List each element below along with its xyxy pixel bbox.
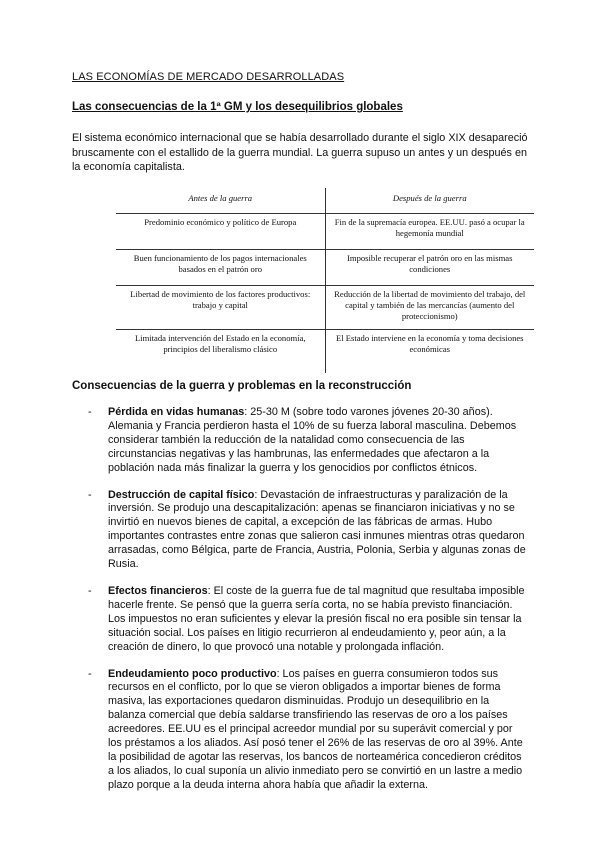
bullet-dash: - — [88, 584, 92, 597]
intro-paragraph: El sistema económico internacional que se había desarrollado durante el siglo XIX desapareció bruscamente con el estallido de la guerra mundial. La guerra supuso un antes y un después en la economía capitalista. — [72, 132, 528, 173]
bullet-text: : Los países en guerra consumieron todos sus recursos en el conflicto, por lo que se vieron obligados a importar bienes de forma masiva, las exportaciones quedaron disminuidas. Produjo un desequilibrio en la balanza comercial que debía saldarse transfiriendo las reservas de oro a los países acreedores. EE.UU es el principal acreedor mundial por su superávit comercial y por los préstamos a los aliados. Así posó tener el 26% de las reservas de oro al 39%. Ante la posibilidad de agotar las reservas, los bancos de norteamérica concedieron créditos a los aliados, lo cual suponía un alivio inmediato pero se convirtió en un lastre a medio plazo porque a la deuda interna ahora había que añadir la externa. — [108, 667, 523, 791]
bullet-text: : El coste de la guerra fue de tal magnitud que resultaba imposible hacerle frente. Se pensó que la guerra sería corta, no se había previsto financiación. Los impuestos no eran suficientes y elevar la presión fiscal no era posible sin tensar la situación social. Los países en litigio recurrieron al endeudamiento y, peor aún, a la creación de dinero, lo que provocó una notable y prolongada inflación. — [108, 584, 525, 653]
table-cell-before: Predominio económico y político de Europa — [116, 214, 325, 250]
section-title: Las consecuencias de la 1ª GM y los desequilibrios globales — [72, 101, 403, 113]
subsection-title: Consecuencias de la guerra y problemas en la reconstrucción — [72, 380, 412, 392]
table-row — [116, 286, 534, 330]
consequences-list — [88, 406, 526, 806]
table-cell-after: El Estado interviene en la economía y toma decisiones económicas — [335, 333, 524, 354]
bullet-dash: - — [88, 406, 92, 418]
bullet-text: : Devastación de infraestructuras y paralización de la inversión. Se produjo una descapitalización: apenas se financiaron iniciativas y no se invirtió en nuevos bienes de capital, a excepción de las fábricas de armas. Hubo importantes contrastes entre zonas que salieron casi inmunes mientras otras quedaron arrasadas, como Bélgica, parte de Francia, Austria, Polonia, Serbia y algunas zonas de Rusia. — [108, 488, 526, 571]
table-header-before: Antes de la guerra — [116, 188, 325, 214]
table-row — [116, 330, 534, 374]
bullet-dash: - — [88, 488, 92, 501]
table-cell-after: Fin de la supremacía europea. EE.UU. pasó a ocupar la hegemonía mundial — [334, 217, 525, 238]
table-header-after: Después de la guerra — [392, 193, 467, 203]
bullet-dash: - — [88, 667, 92, 680]
bullet-term: Destrucción de capital físico — [108, 488, 255, 501]
table-header-row — [116, 188, 534, 214]
bullet-term: Pérdida en vidas humanas — [108, 406, 245, 418]
list-item — [88, 406, 526, 476]
bullet-term: Endeudamiento poco productivo — [108, 667, 277, 680]
table-cell-after: Reducción de la libertad de movimiento del trabajo, del capital y también de las mercancías (aumento del proteccionismo) — [334, 289, 526, 321]
bullet-text: : 25-30 M (sobre todo varones jóvenes 20-30 años). Alemania y Francia perdieron hasta el 10% de su fuerza laboral masculina. Debemos considerar también la reducción de la natalidad como consecuencia de las circunstancias negativas y las hambrunas, las enfermedades que afectaron a la población nada más finalizar la guerra y los genocidios por conflictos étnicos. — [108, 406, 517, 474]
list-item — [88, 489, 526, 572]
table-cell-before: Buen funcionamiento de los pagos internacionales basados en el patrón oro — [116, 250, 325, 286]
list-item — [88, 585, 526, 655]
table-row — [116, 250, 534, 286]
table-row — [116, 214, 534, 250]
list-item — [88, 668, 526, 793]
table-cell-before: Limitada intervención del Estado en la economía, principios del liberalismo clásico — [116, 330, 325, 374]
document-title: LAS ECONOMÍAS DE MERCADO DESARROLLADAS — [72, 71, 345, 83]
table-cell-before: Libertad de movimiento de los factores productivos: trabajo y capital — [116, 286, 325, 330]
bullet-term: Efectos financieros — [108, 584, 208, 597]
comparison-table — [116, 188, 534, 373]
table-cell-after: Imposible recuperar el patrón oro en las mismas condiciones — [347, 253, 513, 274]
